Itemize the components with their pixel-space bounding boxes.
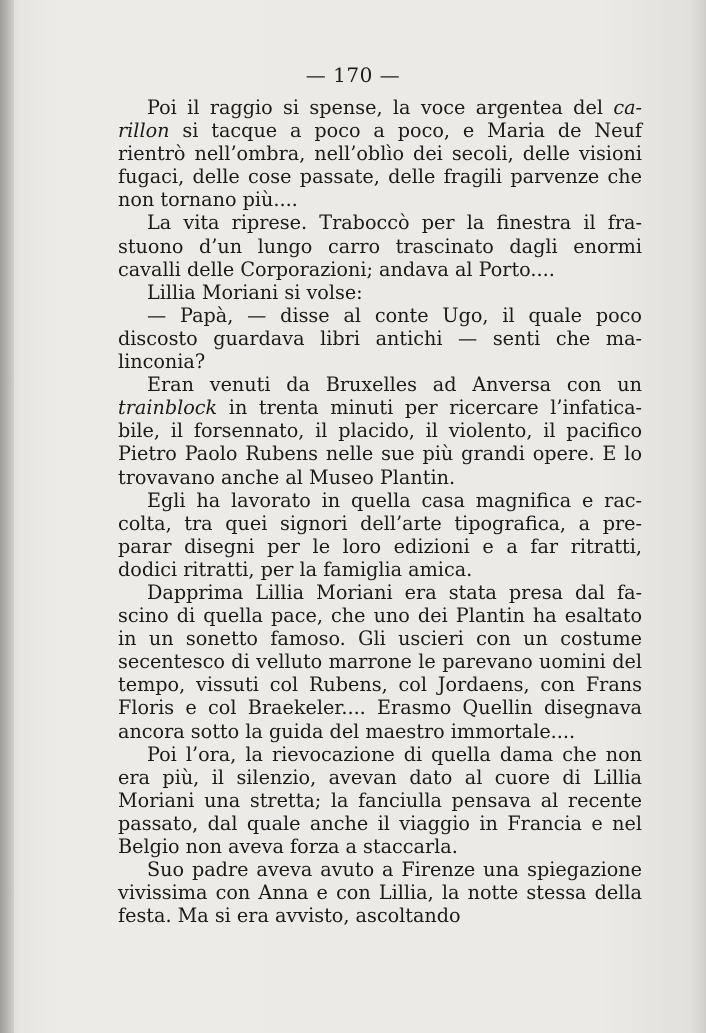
text-run: — Papà, — disse al conte Ugo, il quale poco discosto guardava libri antichi — senti che malinconia? (118, 303, 642, 374)
paragraph (118, 211, 642, 280)
italic-term: trainblock (118, 396, 218, 420)
text-run: Eran venuti da Bruxelles ad Anversa con un (147, 373, 642, 397)
text-run: Suo padre aveva avuto a Firenze una spiegazione vivissima con Anna e con Lillia, la notte stessa della festa. Ma si era avvisto, ascoltando (118, 858, 642, 928)
text-run: Poi il raggio si spense, la voce argentea del (147, 96, 614, 119)
text-run: in trenta minuti per ricercare l’infaticabile, il forsennato, il placido, il violento, il pacifico Pietro Paolo Rubens nelle sue più grandi opere. E lo trovavano anche al Museo Plantin. (118, 396, 642, 489)
paragraph-dialogue (118, 304, 642, 373)
text-run: Dapprima Lillia Moriani era stata presa dal fascino di quella pace, che uno dei Plantin ha esaltato in un sonetto famoso. Gli uscieri con un costume secentesco di velluto marrone le parevano uomini del tempo, vissuti col Rubens, col Jordaens, con Frans Floris e col Braekeler.... Erasmo Quellin disegnava ancora sotto la guida del maestro immortale.... (118, 580, 642, 743)
paragraph (118, 581, 642, 743)
paragraph (118, 373, 642, 488)
text-run: Egli ha lavorato in quella casa magnifica e raccolta, tra quei signori dell’arte tipografica, a preparar disegni per le loro edizioni e a far ritratti, dodici ritratti, per la famiglia amica. (118, 488, 642, 581)
page-gutter-shadow (0, 0, 14, 1033)
paragraph (118, 96, 642, 211)
italic-term: carillon (118, 96, 642, 143)
paragraph (118, 858, 642, 927)
paragraph (118, 489, 642, 581)
text-run: si tacque a poco a poco, e Maria de Neuf rientrò nell’ombra, nell’oblìo dei secoli, delle visioni fugaci, delle cose passate, delle fragili parvenze che non tornano più.... (118, 119, 642, 212)
body-text (118, 96, 642, 927)
page-number: — 170 — (305, 63, 401, 87)
paragraph (118, 743, 642, 858)
text-run: La vita riprese. Traboccò per la finestra il frastuono d’un lungo carro trascinato dagli enormi cavalli delle Corporazioni; andava al Porto.... (118, 211, 642, 281)
text-run: Lillia Moriani si volse: (147, 280, 363, 304)
paragraph (118, 281, 642, 304)
text-run: Poi l’ora, la rievocazione di quella dama che non era più, il silenzio, avevan dato al cuore di Lillia Moriani una stretta; la fanciulla pensava al recente passato, dal quale anche il viaggio in Francia e nel Belgio non aveva forza a staccarla. (118, 742, 642, 858)
